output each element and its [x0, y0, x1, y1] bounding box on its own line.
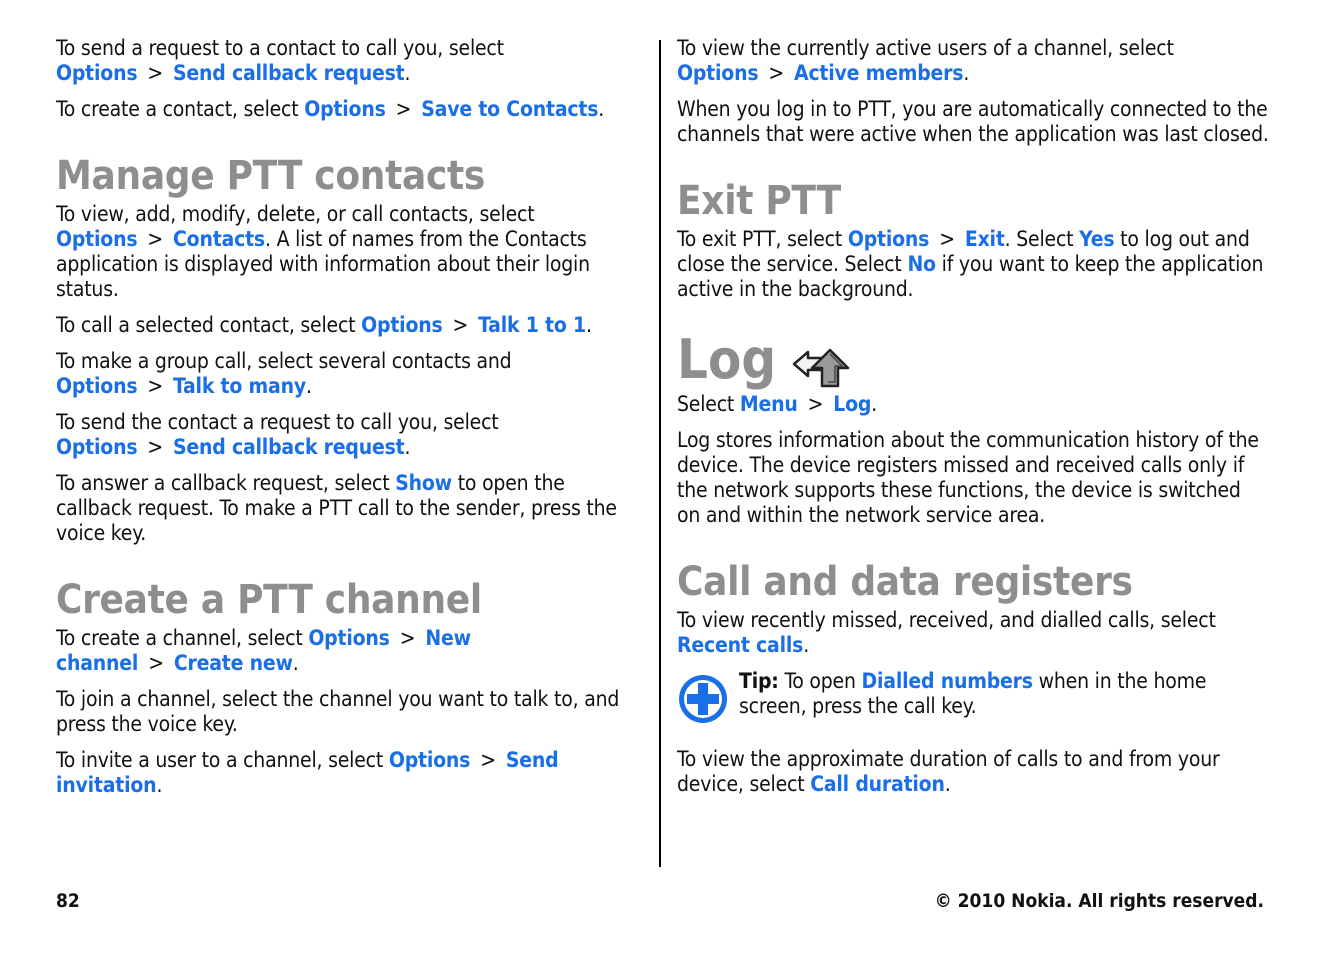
log-link[interactable]: Log	[833, 392, 872, 416]
paragraph-group-call: To make a group call, select several contacts and Options > Talk to many.	[56, 349, 512, 398]
paragraph-log-description: Log stores information about the communication history of the device. The device registers missed and received calls only if the network supports these functions, the device is switched on and within the network service area.	[677, 428, 1259, 527]
right-column	[677, 36, 1269, 808]
contacts-link[interactable]: Contacts	[173, 227, 265, 251]
menu-separator: >	[395, 97, 412, 121]
options-link[interactable]: Options	[677, 61, 759, 85]
options-link[interactable]: Options	[308, 626, 390, 650]
menu-link[interactable]: Menu	[739, 392, 798, 416]
menu-separator: >	[147, 227, 164, 251]
options-link[interactable]: Options	[56, 374, 138, 398]
talk-1-to-1-link[interactable]: Talk 1 to 1	[478, 313, 586, 337]
no-link[interactable]: No	[907, 252, 936, 276]
tip-box	[677, 669, 1269, 725]
left-column	[56, 36, 646, 809]
paragraph-send-callback: To send a request to a contact to call you, select Options > Send callback request.	[56, 36, 504, 85]
menu-separator: >	[939, 227, 955, 251]
yes-link[interactable]: Yes	[1079, 227, 1115, 251]
menu-separator: >	[147, 435, 164, 459]
paragraph-auto-connect: When you log in to PTT, you are automatically connected to the channels that were active when the application was last closed.	[677, 97, 1269, 146]
log-arrows-icon	[790, 342, 852, 392]
paragraph-active-users: To view the currently active users of a channel, select Options > Active members.	[677, 36, 1174, 85]
heading-manage-ptt-contacts: Manage PTT contacts	[56, 153, 486, 199]
page-number: 82	[56, 890, 80, 912]
menu-separator: >	[807, 392, 824, 416]
menu-separator: >	[452, 313, 469, 337]
menu-separator: >	[399, 626, 416, 650]
paragraph-create-contact: To create a contact, select Options > Save to Contacts.	[56, 97, 605, 121]
paragraph-send-contact-request: To send the contact a request to call you, select Options > Send callback request.	[56, 410, 499, 459]
active-members-link[interactable]: Active members	[794, 61, 964, 85]
menu-separator: >	[148, 651, 164, 675]
recent-calls-link[interactable]: Recent calls	[677, 633, 804, 657]
options-link[interactable]: Options	[56, 435, 138, 459]
copyright-notice: © 2010 Nokia. All rights reserved.	[934, 890, 1264, 912]
paragraph-view-contacts: To view, add, modify, delete, or call contacts, select Options > Contacts. A list of names from the Contacts application is displayed with information about their login status.	[56, 202, 590, 301]
paragraph-invite-user: To invite a user to a channel, select Options > Send invitation.	[56, 748, 559, 797]
options-link[interactable]: Options	[361, 313, 443, 337]
menu-separator: >	[147, 61, 164, 85]
options-link[interactable]: Options	[304, 97, 386, 121]
tip-text: Tip: To open Dialled numbers when in the home screen, press the call key.	[739, 669, 1207, 718]
tip-label: Tip:	[739, 669, 779, 693]
options-link[interactable]: Options	[56, 227, 138, 251]
call-duration-link[interactable]: Call duration	[810, 772, 945, 796]
send-invitation-link[interactable]: Send invitation	[56, 748, 559, 797]
plus-circle-icon	[677, 673, 729, 725]
dialled-numbers-link[interactable]: Dialled numbers	[861, 669, 1033, 693]
options-link[interactable]: Options	[388, 748, 471, 772]
paragraph-join-channel: To join a channel, select the channel you want to talk to, and press the voice key.	[56, 687, 620, 736]
new-channel-link[interactable]: New channel	[56, 626, 471, 675]
menu-separator: >	[147, 374, 164, 398]
heading-log	[677, 330, 1269, 390]
send-callback-request-link[interactable]: Send callback request	[173, 61, 405, 85]
paragraph-call-duration: To view the approximate duration of calls to and from your device, select Call duration.	[677, 747, 1220, 796]
paragraph-create-channel: To create a channel, select Options > New channel > Create new.	[56, 626, 471, 675]
create-new-link[interactable]: Create new	[173, 651, 293, 675]
paragraph-select-log: Select Menu > Log.	[677, 392, 878, 416]
show-link[interactable]: Show	[395, 471, 452, 495]
heading-create-ptt-channel: Create a PTT channel	[56, 577, 482, 623]
paragraph-exit-ptt: To exit PTT, select Options > Exit. Select Yes to log out and close the service. Select No if you want to keep the application active in the background.	[677, 227, 1264, 301]
column-divider	[659, 40, 661, 867]
options-link[interactable]: Options	[56, 61, 138, 85]
send-callback-request-link[interactable]: Send callback request	[173, 435, 405, 459]
menu-separator: >	[768, 61, 785, 85]
paragraph-recent-calls: To view recently missed, received, and dialled calls, select Recent calls.	[677, 608, 1216, 657]
save-to-contacts-link[interactable]: Save to Contacts	[421, 97, 599, 121]
heading-exit-ptt: Exit PTT	[677, 178, 841, 224]
exit-link[interactable]: Exit	[964, 227, 1005, 251]
heading-log-text: Log	[677, 328, 777, 391]
heading-call-and-data-registers: Call and data registers	[677, 559, 1133, 605]
talk-to-many-link[interactable]: Talk to many	[173, 374, 306, 398]
paragraph-call-contact: To call a selected contact, select Options > Talk 1 to 1.	[56, 313, 592, 337]
options-link[interactable]: Options	[847, 227, 930, 251]
menu-separator: >	[480, 748, 496, 772]
paragraph-answer-callback: To answer a callback request, select Show to open the callback request. To make a PTT call to the sender, press the voice key.	[56, 471, 617, 545]
